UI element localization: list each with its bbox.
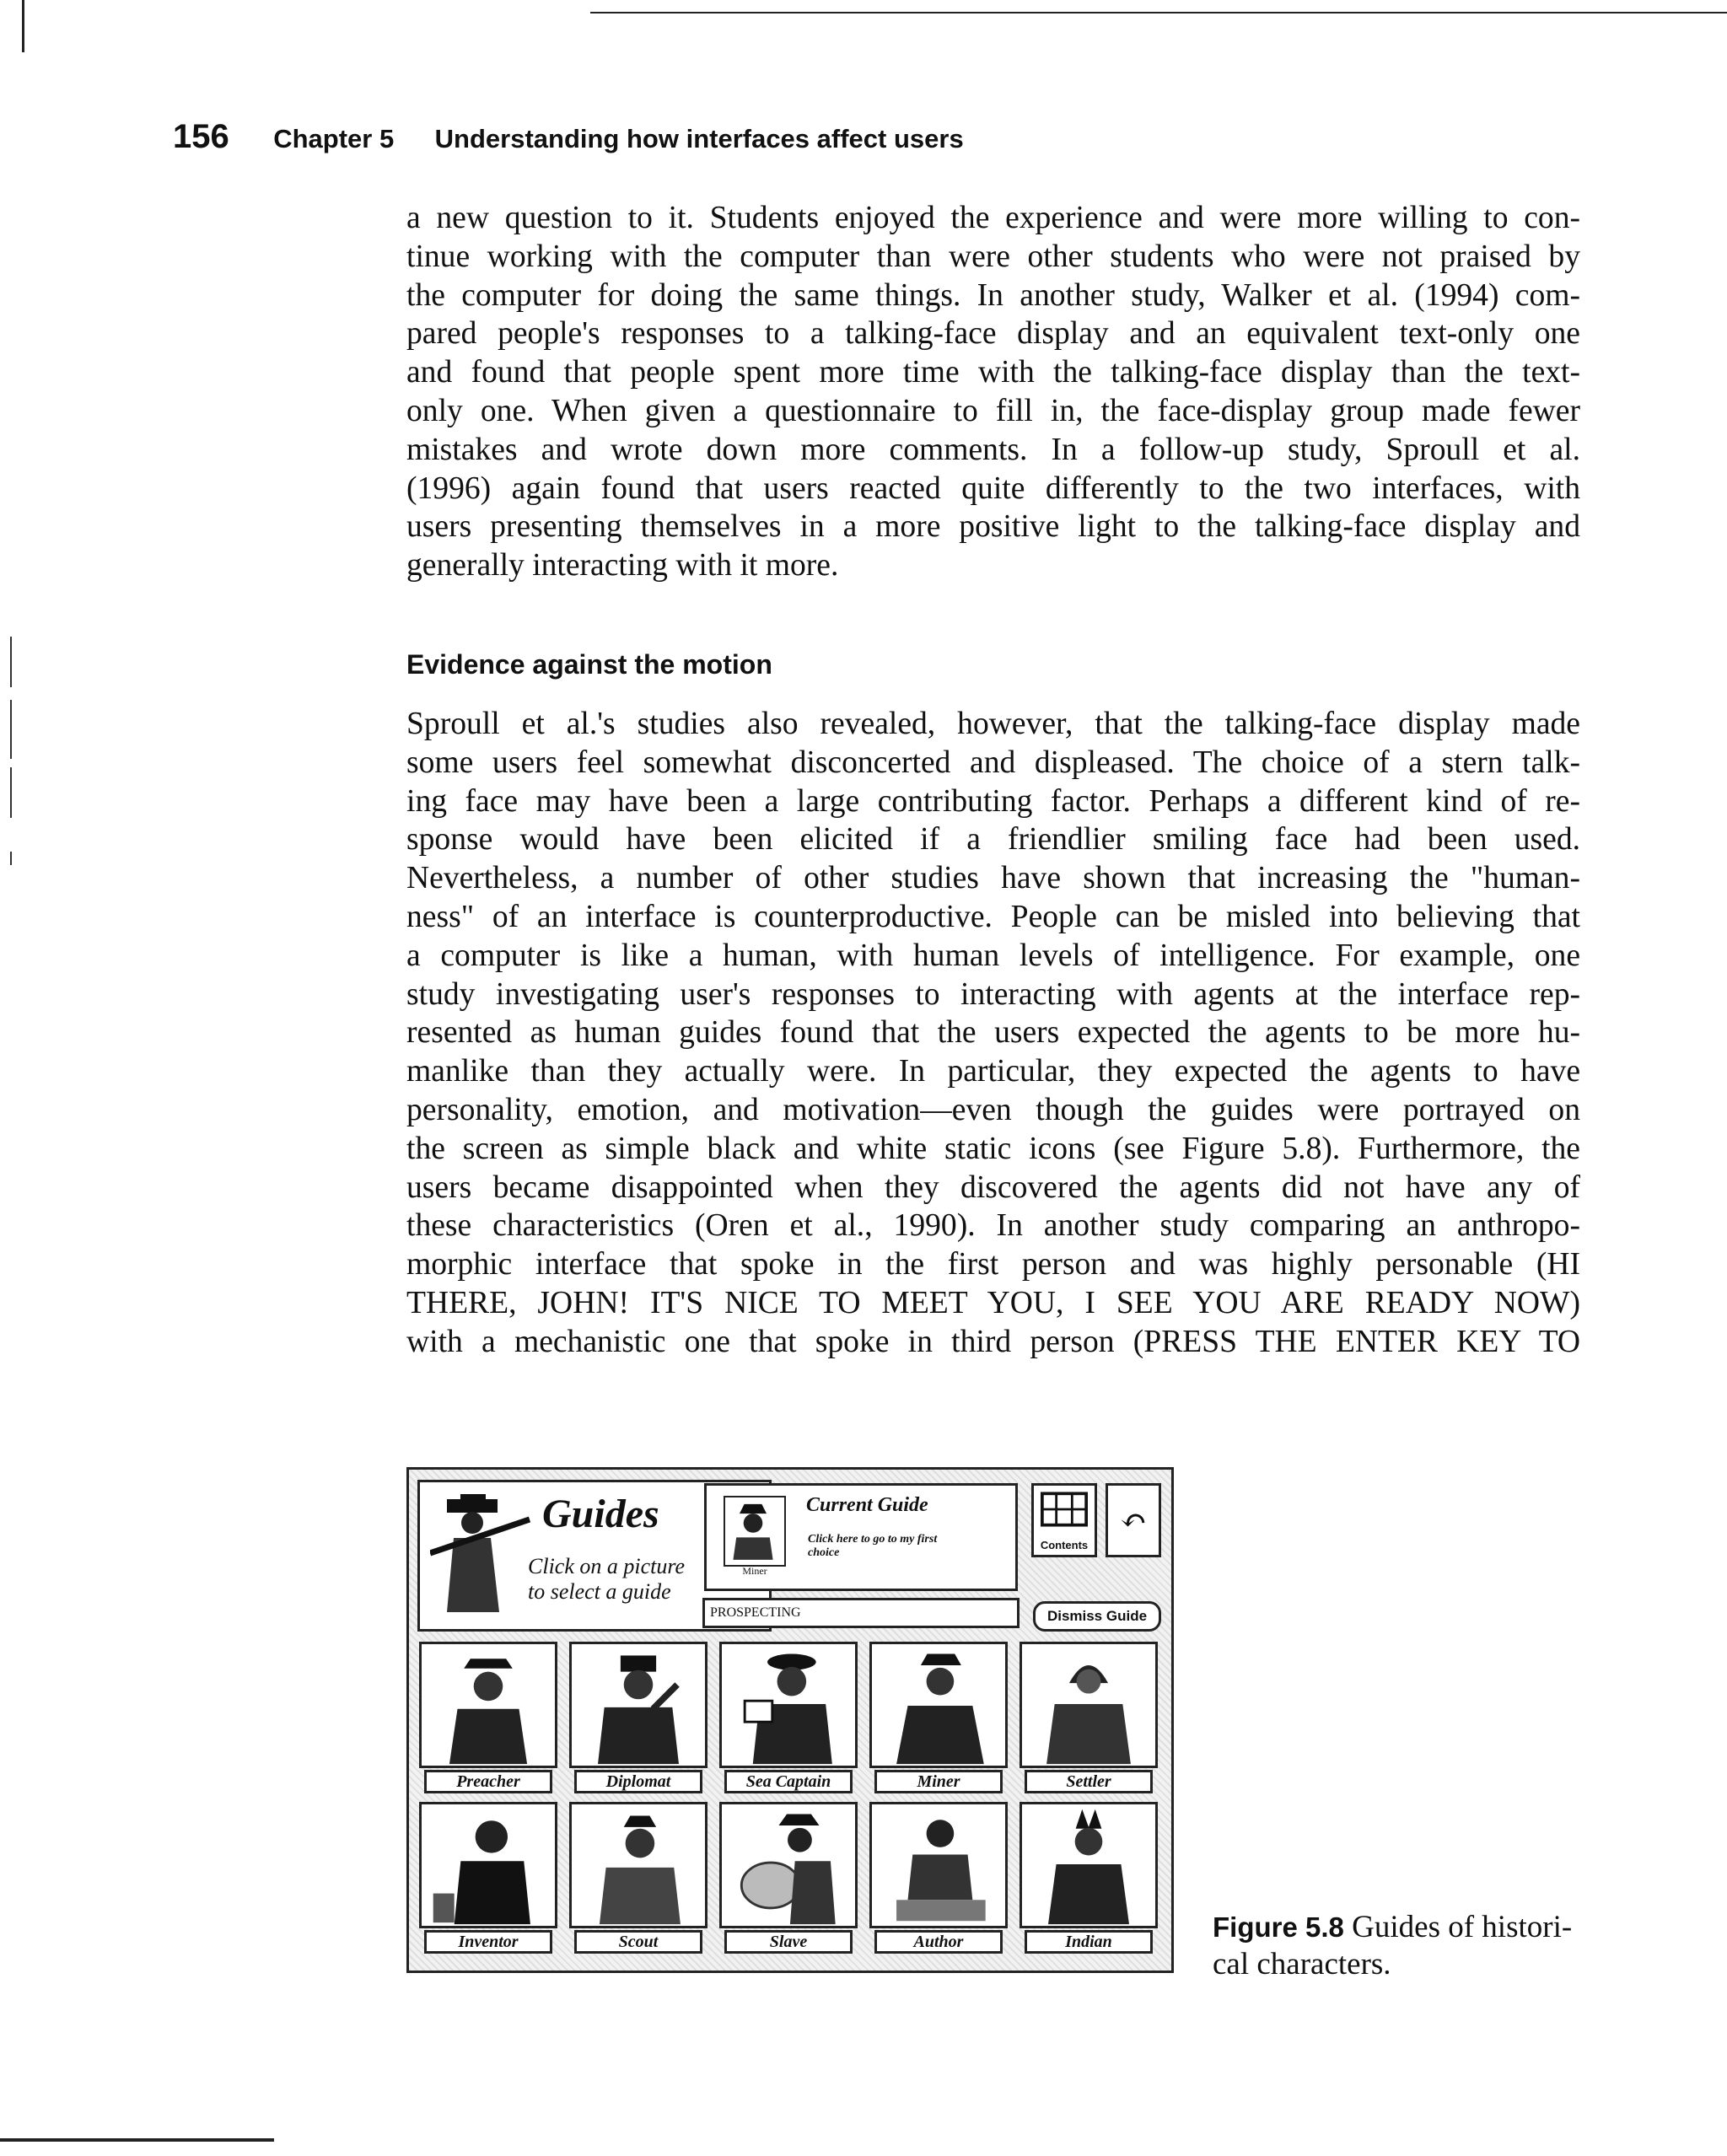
guide-label: Diplomat (574, 1770, 702, 1793)
back-arrow-icon: ↶ (1120, 1503, 1147, 1539)
guide-label: Miner (874, 1770, 1003, 1793)
text-line: personality, emotion, and motivation—even though the guides were portrayed on (406, 1092, 1580, 1127)
figure-header (417, 1480, 1159, 1632)
scout-icon (572, 1804, 705, 1926)
guide-label: Preacher (424, 1770, 552, 1793)
margin-mark (10, 852, 12, 865)
inventor-icon (422, 1804, 555, 1926)
sea-captain-icon (722, 1644, 855, 1766)
guide-card-settler[interactable] (1020, 1642, 1158, 1793)
text-line: users presenting themselves in a more positive light to the talking-face display and (406, 509, 1580, 545)
text-line: some users feel somewhat disconcerted and displeased. The choice of a stern talk- (406, 745, 1580, 780)
figure-caption-text: Guides of histori- cal characters. (1213, 1910, 1573, 1981)
guide-card-slave[interactable] (719, 1802, 858, 1954)
running-head (173, 118, 964, 156)
text-line: (1996) again found that users reacted quite differently to the two interfaces, with (406, 470, 1580, 506)
text-line: mistakes and wrote down more comments. In a follow-up study, Sproull et al. (406, 432, 1580, 467)
page-number: 156 (173, 118, 229, 155)
text-line: study investigating user's responses to interacting with agents at the interface rep- (406, 976, 1580, 1012)
settler-icon (1022, 1644, 1155, 1766)
miner-portrait (869, 1642, 1008, 1768)
miner-icon (872, 1644, 1005, 1766)
text-line: ing face may have been a large contributing factor. Perhaps a different kind of re- (406, 783, 1580, 819)
text-line: the screen as simple black and white static icons (see Figure 5.8). Furthermore, the (406, 1131, 1580, 1166)
text-line: THERE, JOHN! IT'S NICE TO MEET YOU, I SEE YOU ARE READY NOW) (406, 1285, 1580, 1320)
guides-title: Guides (542, 1492, 659, 1536)
guide-card-scout[interactable] (569, 1802, 707, 1954)
chapter-label: Chapter 5 (273, 124, 395, 153)
settler-portrait (1020, 1642, 1158, 1768)
guide-label: Scout (574, 1930, 702, 1954)
guide-label: Settler (1025, 1770, 1153, 1793)
dismiss-guide-button[interactable]: Dismiss Guide (1033, 1601, 1161, 1632)
guide-card-miner[interactable] (869, 1642, 1008, 1793)
guides-subtitle: Click on a picture to select a guide (528, 1554, 686, 1604)
text-line: a new question to it. Students enjoyed the experience and were more willing to con- (406, 201, 1580, 235)
indian-portrait (1020, 1802, 1158, 1928)
section-heading: Evidence against the motion (406, 649, 772, 680)
text-line: these characteristics (Oren et al., 1990). In another study comparing an anthropo- (406, 1208, 1580, 1244)
guide-label: Indian (1025, 1930, 1153, 1954)
slave-icon (722, 1804, 855, 1926)
guide-card-preacher[interactable] (419, 1642, 557, 1793)
paragraph-1 (406, 199, 1580, 585)
text-line: sponse would have been elicited if a friendlier smiling face had been used. (406, 822, 1580, 858)
sea-captain-portrait (719, 1642, 858, 1768)
guide-label: Inventor (424, 1930, 552, 1954)
text-line: ness" of an interface is counterproductive. People can be misled into believing that (406, 899, 1580, 934)
margin-mark (10, 700, 12, 759)
figure-caption (1213, 1909, 1584, 1983)
guide-card-sea-captain[interactable] (719, 1642, 858, 1793)
text-line: with a mechanistic one that spoke in third person (PRESS THE ENTER KEY TO (406, 1324, 1580, 1359)
figure-label: Figure 5.8 (1213, 1911, 1344, 1943)
guide-label: Author (874, 1930, 1003, 1954)
author-icon (872, 1804, 1005, 1926)
margin-mark (10, 767, 12, 818)
text-line: a computer is like a human, with human levels of intelligence. For example, one (406, 938, 1580, 973)
topic-field: PROSPECTING (702, 1598, 1020, 1628)
current-guide-panel[interactable] (704, 1483, 1018, 1591)
text-line: morphic interface that spoke in the first person and was highly personable (HI (406, 1247, 1580, 1282)
text-line: Nevertheless, a number of other studies have shown that increasing the "human- (406, 861, 1580, 896)
grid-icon (1041, 1491, 1088, 1528)
paragraph-2 (406, 705, 1580, 1362)
text-line: and found that people spent more time with the talking-face display than the text- (406, 355, 1580, 390)
top-rule (590, 12, 1727, 13)
guide-card-diplomat[interactable] (569, 1642, 707, 1793)
chapter-title: Understanding how interfaces affect users (434, 124, 964, 153)
bottom-rule (0, 2138, 274, 2142)
contents-button[interactable] (1031, 1483, 1097, 1557)
current-guide-title: Current Guide (806, 1494, 928, 1516)
current-guide-hint: Click here to go to my first choice (808, 1533, 938, 1559)
margin-mark (10, 637, 12, 687)
figure-guides-interface (406, 1467, 1174, 1973)
guide-card-inventor[interactable] (419, 1802, 557, 1954)
text-line: users became disappointed when they discovered the agents did not have any of (406, 1169, 1580, 1205)
guide-label: Sea Captain (724, 1770, 853, 1793)
scout-portrait (569, 1802, 707, 1928)
preacher-icon (422, 1644, 555, 1766)
indian-icon (1022, 1804, 1155, 1926)
text-line: pared people's responses to a talking-face display and an equivalent text-only one (406, 316, 1580, 352)
text-line: the computer for doing the same things. In another study, Walker et al. (1994) com- (406, 277, 1580, 313)
diplomat-icon (572, 1644, 705, 1766)
diplomat-portrait (569, 1642, 707, 1768)
text-line: only one. When given a questionnaire to fill in, the face-display group made fewer (406, 393, 1580, 428)
inventor-portrait (419, 1802, 557, 1928)
text-line: generally interacting with it more. (406, 548, 839, 583)
guide-card-author[interactable] (869, 1802, 1008, 1954)
guide-card-indian[interactable] (1020, 1802, 1158, 1954)
text-line: manlike than they actually were. In particular, they expected the agents to have (406, 1054, 1580, 1089)
miner-icon (725, 1497, 781, 1562)
back-button[interactable] (1106, 1483, 1161, 1557)
guide-label: Slave (724, 1930, 853, 1954)
current-guide-portrait (724, 1496, 786, 1567)
author-portrait (869, 1802, 1008, 1928)
slave-portrait (719, 1802, 858, 1928)
text-line: resented as human guides found that the users expected the agents to be more hu- (406, 1015, 1580, 1051)
text-line: Sproull et al.'s studies also revealed, however, that the talking-face display made (406, 707, 1580, 741)
contents-label: Contents (1040, 1539, 1089, 1551)
preacher-portrait (419, 1642, 557, 1768)
text-line: tinue working with the computer than were other students who were not praised by (406, 239, 1580, 274)
left-edge-mark (22, 0, 24, 52)
rifleman-icon (430, 1494, 531, 1621)
current-guide-name: Miner (742, 1565, 767, 1577)
